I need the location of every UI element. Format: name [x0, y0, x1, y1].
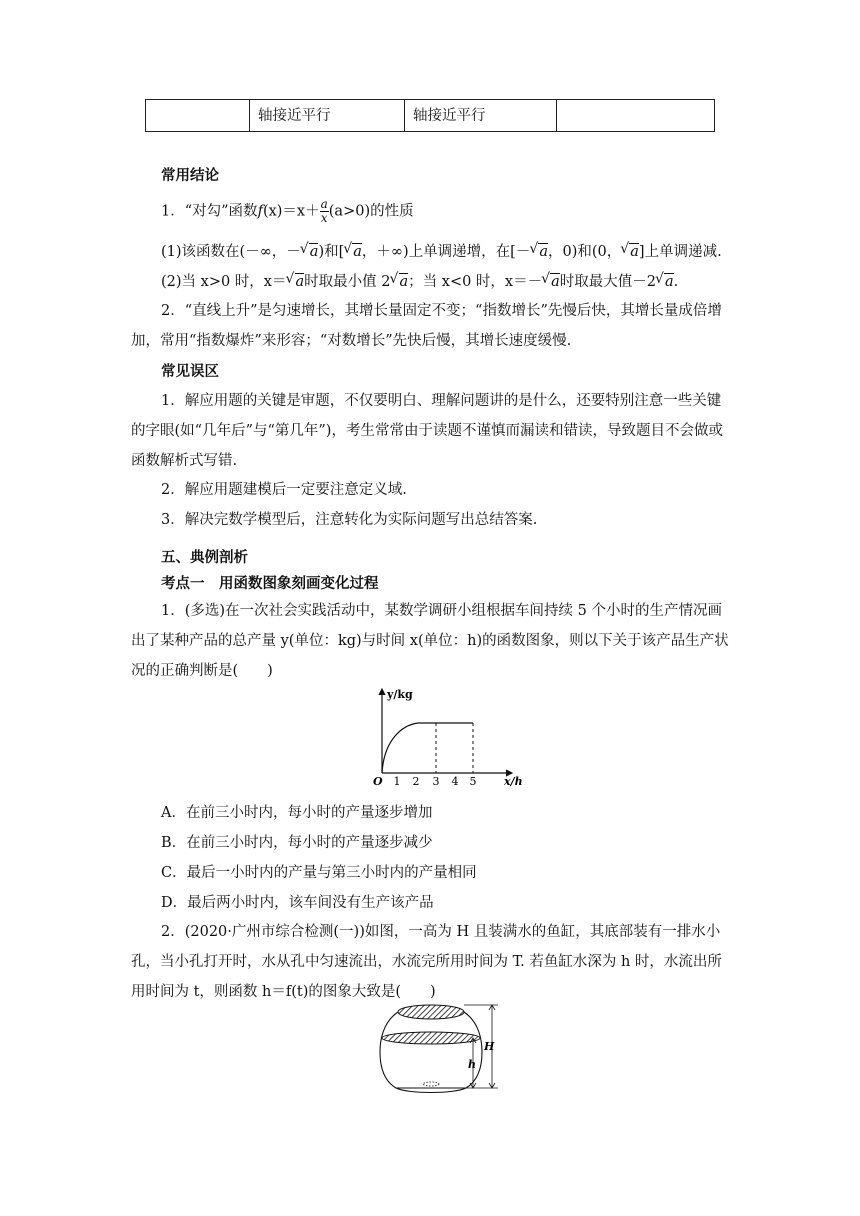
table-cell-empty	[146, 100, 250, 131]
tick-label: 1	[393, 775, 401, 788]
question-2-stem: 2．(2020·广州市综合检测(一))如图，一高为 H 且装满水的鱼缸，其底部装有一排水小孔，当小孔打开时，水从孔中匀速流出，水流完所用时间为 T. 若鱼缸水深为 h 时，水流出所用时间为 t，则函数 h＝f(t)的图象大致是( )	[131, 924, 722, 1000]
tick-label: 4	[451, 775, 459, 788]
option-a: A．在前三小时内，每小时的产量逐步增加	[161, 805, 433, 821]
table-cell: 轴接近平行	[250, 100, 405, 131]
question-1-stem: 1．(多选)在一次社会实践活动中，某数学调研小组根据车间持续 5 个小时的生产情况画出了某种产品的总产量 y(单位：kg)与时间 x(单位：h)的函数图象，则以下关于该产品生产状况的正确判断是( )	[131, 603, 729, 679]
table-cell: 轴接近平行	[405, 100, 557, 131]
tank-bottom	[396, 1088, 466, 1093]
conclusion-item-1-1: (1)该函数在(－∞，－√ a)和[√ a，＋∞)上单调递增，在[－√ a，0)和(0，√ a]上单调递减.	[161, 242, 722, 262]
water-surface	[382, 1032, 480, 1044]
conclusion-item-2: 2．“直线上升”是匀速增长，其增长量固定不变；“指数增长”先慢后快，其增长量成倍增加，常用“指数爆炸”来形容；“对数增长”先快后慢，其增长速度缓慢.	[131, 303, 722, 349]
production-graph	[362, 685, 532, 795]
fraction: $\frac{a}{x}$	[320, 197, 328, 225]
topic-heading: 考点一 用函数图象刻画变化过程	[161, 576, 379, 592]
tick-label: 2	[412, 775, 420, 788]
label-h: h	[468, 1058, 476, 1071]
table-cell-empty	[557, 100, 714, 131]
mistake-item-3: 3．解决完数学模型后，注意转化为实际问题写出总结答案.	[161, 512, 538, 528]
production-curve	[382, 723, 473, 773]
conclusion-item-1-2: (2)当 x>0 时，x＝√ a时取最小值 2√ a；当 x<0 时，x＝－√ a时取最大值－2√ a.	[161, 272, 678, 292]
section-heading-common-mistakes: 常见误区	[161, 364, 219, 380]
option-b: B．在前三小时内，每小时的产量逐步减少	[161, 835, 433, 851]
label-H: H	[484, 1040, 495, 1053]
section-heading-common-conclusions: 常用结论	[161, 168, 219, 184]
tick-label: 5	[469, 775, 477, 788]
origin-label: O	[373, 775, 383, 788]
conclusion-item-1-title: 1．“对勾”函数f(x)＝x＋ $\frac{a}{x}$ (a>0)的性质	[161, 197, 414, 225]
table-row	[145, 99, 715, 132]
section-heading-examples: 五、典例剖析	[161, 550, 248, 566]
mistake-item-1: 1．解应用题的关键是审题，不仅要明白、理解问题讲的是什么，还要特别注意一些关键的字眼(如“几年后”与“第几年”)，考生常常由于读题不谨慎而漏读和错读，导致题目不会做或函数解析式写错.	[131, 393, 723, 469]
x-axis-label: x/h	[504, 775, 523, 788]
tank-top-opening	[398, 1005, 464, 1019]
drain-holes	[423, 1082, 439, 1086]
fish-tank-figure	[378, 1000, 508, 1095]
y-axis-label: y/kg	[387, 688, 413, 701]
mistake-item-2: 2．解应用题建模后一定要注意定义域.	[161, 482, 407, 498]
tick-label: 3	[432, 775, 440, 788]
tank-outline	[380, 1012, 482, 1088]
option-c: C．最后一小时内的产量与第三小时内的产量相同	[161, 865, 477, 881]
option-d: D．最后两小时内，该车间没有生产该产品	[161, 895, 434, 911]
